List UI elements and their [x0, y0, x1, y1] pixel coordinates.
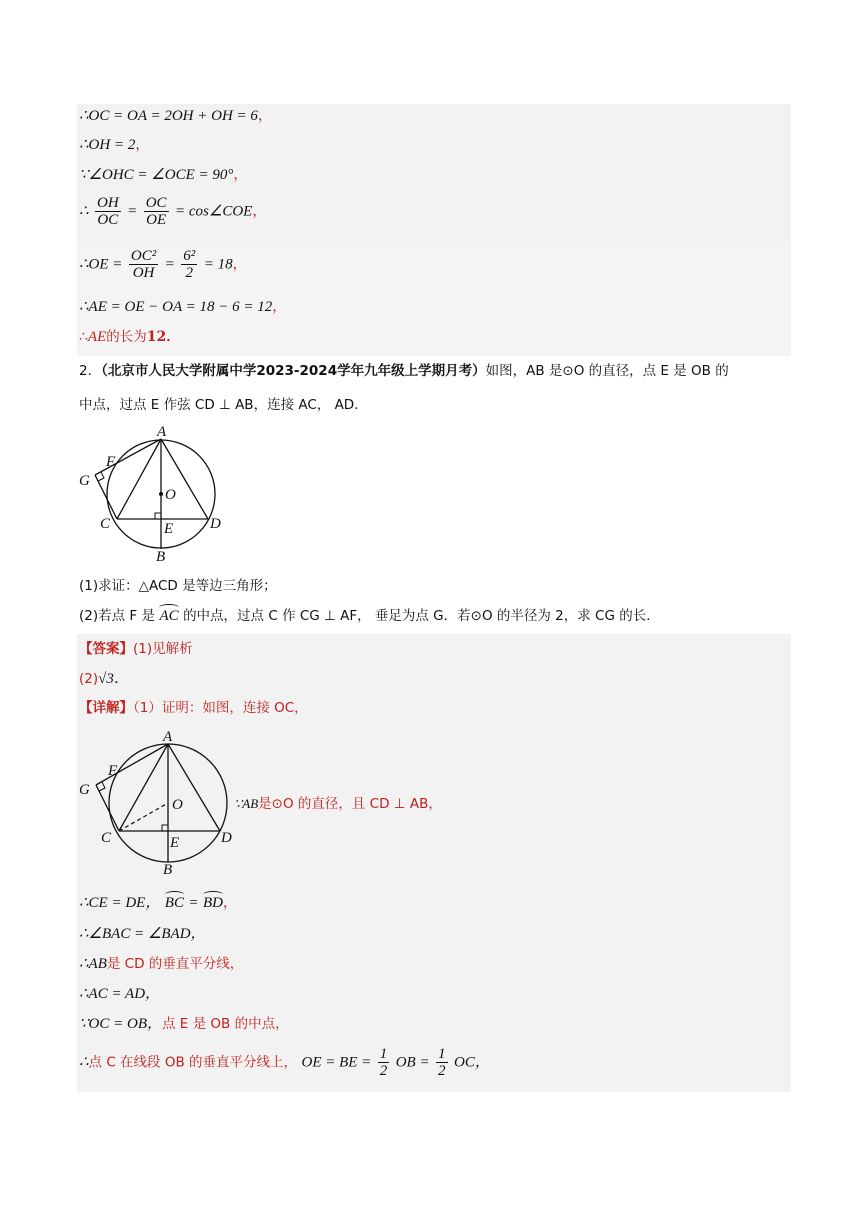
- label-f: F: [108, 763, 118, 779]
- label-o: O: [172, 797, 183, 813]
- step-oc-oa: ∴OC = OA = 2OH + OH = 6，: [79, 108, 272, 124]
- fraction: $\frac{OC}{OE}$: [145, 195, 167, 228]
- label-o: O: [165, 487, 176, 503]
- step-ae: ∴AE = OE − OA = 18 − 6 = 12，: [79, 299, 287, 315]
- step-angle: ∵∠OHC = ∠OCE = 90°，: [79, 167, 248, 183]
- answer-2: (2)√3．: [79, 671, 129, 687]
- detail-step-2: ∴∠BAC = ∠BAD，: [79, 926, 206, 942]
- label-d: D: [210, 516, 221, 532]
- question-1: (1)求证：△ACD 是等边三角形；: [79, 578, 277, 594]
- detail-step-6: ∴点 C 在线段 OB 的垂直平分线上， OE = BE = $\frac{1}{2}$ OB = $\frac{1}{2}$ OC，: [79, 1046, 490, 1079]
- label-b: B: [163, 862, 173, 878]
- answer-1: 【答案】(1)见解析: [79, 641, 193, 657]
- step-oh: ∴OH = 2，: [79, 137, 150, 153]
- label-c: C: [101, 830, 112, 846]
- step-oe: ∴OE = $\frac{\text{OC²}}{OH}$ = $\frac{\text{6²}}{2}$ = 18，: [79, 248, 247, 281]
- detail-side-note: ∵AB是⊙O 的直径，且 CD ⊥ AB，: [234, 796, 442, 812]
- problem-line-2: 中点，过点 E 作弦 CD ⊥ AB，连接 AC， AD．: [79, 397, 368, 413]
- detail-step-4: ∴AC = AD，: [79, 986, 161, 1002]
- fraction: $\frac{\text{6²}}{2}$: [183, 248, 196, 281]
- step-ratio: ∴ $\frac{OH}{OC}$ = $\frac{OC}{OE}$ = cos∠COE，: [79, 195, 267, 228]
- label-b: B: [156, 549, 166, 563]
- label-f: F: [106, 454, 116, 470]
- problem-line-1: 2．（北京市人民大学附属中学2023-2024学年九年级上学期月考）如图，AB 是⊙O 的直径，点 E 是 OB 的: [79, 363, 729, 379]
- label-a: A: [163, 729, 173, 745]
- question-2: (2)若点 F 是 AC 的中点，过点 C 作 CG ⊥ AF， 垂足为点 G．若⊙O 的半径为 2，求 CG 的长．: [79, 608, 660, 624]
- detail-step-1: ∴CE = DE， BC = BD，: [79, 895, 237, 911]
- fraction: $\frac{\text{OC²}}{OH}$: [130, 248, 157, 281]
- detail-intro: 【详解】（1）证明：如图，连接 OC，: [79, 700, 308, 716]
- detail-step-5: ∵OC = OB，点 E 是 OB 的中点，: [79, 1016, 289, 1032]
- label-e: E: [164, 521, 174, 537]
- problem-figure: [74, 423, 234, 563]
- solution-figure: [74, 728, 238, 878]
- label-g: G: [79, 782, 90, 798]
- label-c: C: [100, 516, 111, 532]
- detail-step-3: ∴AB是 CD 的垂直平分线，: [79, 956, 244, 972]
- fraction: $\frac{1}{2}$: [379, 1046, 388, 1079]
- step-conclusion: ∴AE的长为12．: [79, 329, 181, 345]
- fraction: $\frac{OH}{OC}$: [97, 195, 119, 228]
- label-a: A: [157, 424, 167, 440]
- label-g: G: [79, 473, 90, 489]
- fraction: $\frac{1}{2}$: [438, 1046, 446, 1079]
- label-e: E: [170, 835, 180, 851]
- label-d: D: [221, 830, 232, 846]
